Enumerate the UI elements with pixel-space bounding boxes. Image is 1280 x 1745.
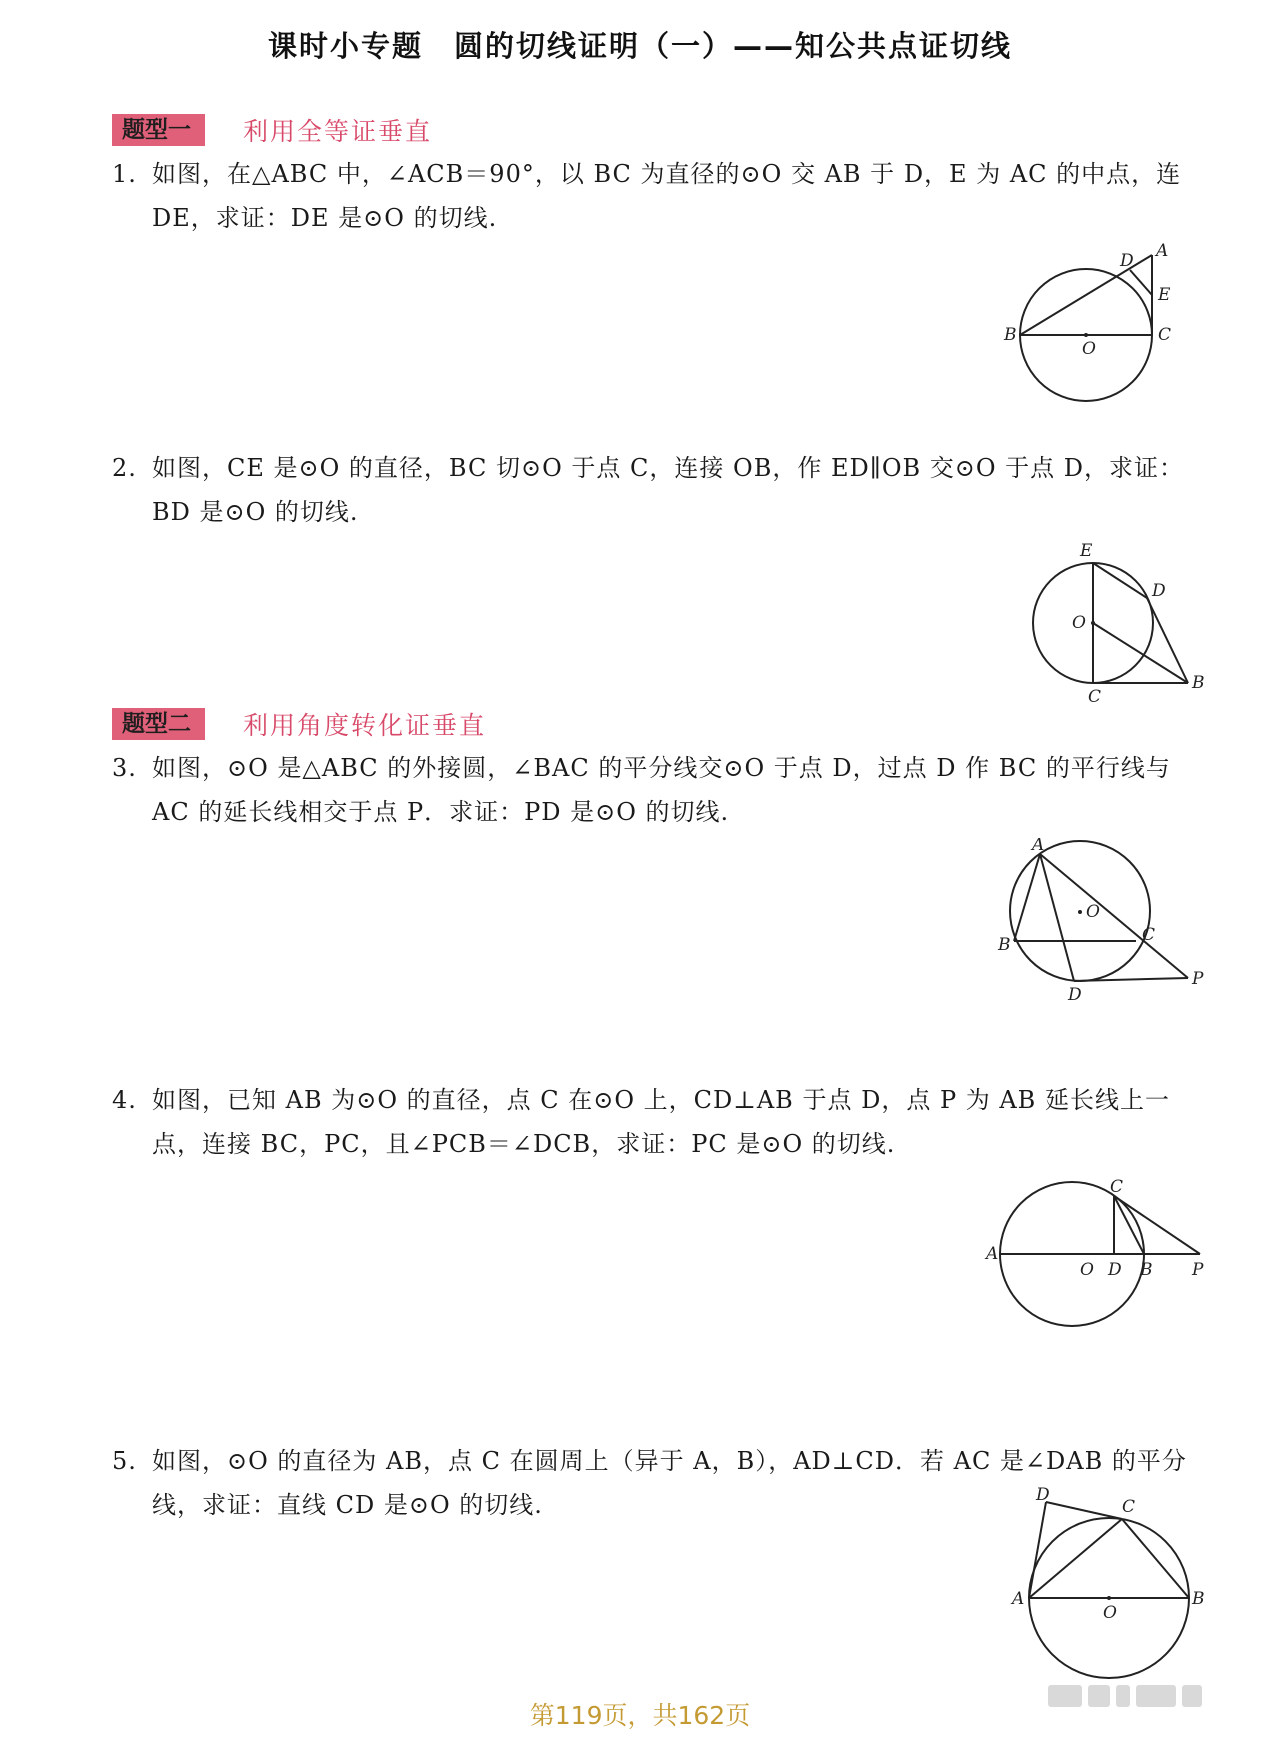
problem-3 [112,746,1208,834]
page-title: 课时小专题 圆的切线证明（一）——知公共点证切线 [267,29,1012,63]
problem-text: 如图，已知 AB 为⊙O 的直径，点 C 在⊙O 上，CD⊥AB 于点 D，点 P 为 AB 延长线上一点，连接 BC，PC，且∠PCB＝∠DCB，求证：PC 是⊙O 的切线. [152,1086,1170,1158]
label-d: D [1152,581,1166,601]
segment-cb [1114,1196,1144,1254]
problem-number: 1. [112,160,137,188]
label-b: B [1192,1589,1205,1609]
figure-3 [990,838,1210,1008]
point-o [1107,1596,1111,1600]
label-o: O [1086,902,1100,922]
segment-de [1130,270,1152,295]
label-b: B [1004,325,1017,345]
label-c: C [1110,1177,1124,1197]
figure-4-diagram [980,1172,1210,1332]
segment-cp [1114,1196,1200,1254]
segment-ad [1040,854,1074,981]
label-a: A [1156,242,1169,261]
figure-4 [980,1172,1210,1332]
label-a: A [986,1244,999,1264]
label-d: D [1108,1260,1122,1280]
segment-ad [1029,1502,1046,1598]
label-b: B [1140,1260,1153,1280]
label-e: E [1080,541,1093,561]
segment-ac [1029,1519,1122,1598]
section-header-1 [112,113,432,147]
label-b: B [998,935,1011,955]
label-a: A [1012,1589,1025,1609]
label-a: A [1032,838,1045,855]
label-b: B [1192,673,1205,693]
figure-2 [1020,540,1210,710]
label-p: P [1192,969,1204,989]
label-c: C [1088,687,1102,707]
page-footer: 第119页，共162页 [529,1701,751,1730]
segment-ap [1040,854,1188,978]
figure-2-diagram [1020,540,1210,710]
problem-number: 4. [112,1086,137,1114]
section-title: 利用全等证垂直 [243,117,433,146]
point-o [1091,621,1095,625]
point-o [1078,910,1082,914]
problem-text: 如图，在△ABC 中，∠ACB＝90°，以 BC 为直径的⊙O 交 AB 于 D，E 为 AC 的中点，连 DE，求证：DE 是⊙O 的切线. [152,160,1182,232]
figure-1-diagram [990,242,1190,412]
label-d: D [1120,251,1134,271]
problem-number: 5. [112,1447,137,1475]
segment-dc [1046,1502,1122,1519]
problem-text: 如图，CE 是⊙O 的直径，BC 切⊙O 于点 C，连接 OB，作 ED∥OB 交⊙O 于点 D，求证：BD 是⊙O 的切线. [152,454,1185,526]
segment-ab [1014,854,1040,941]
problem-number: 2. [112,454,137,482]
label-o: O [1072,613,1086,633]
section-header-2 [112,707,486,741]
problem-2 [112,446,1208,534]
section-tag: 题型二 [112,708,205,740]
label-c: C [1122,1497,1136,1517]
segment-ed [1093,563,1147,598]
label-o: O [1082,339,1096,359]
label-c: C [1142,925,1156,945]
problem-text: 如图，⊙O 是△ABC 的外接圆，∠BAC 的平分线交⊙O 于点 D，过点 D 作 BC 的平行线与 AC 的延长线相交于点 P．求证：PD 是⊙O 的切线. [152,754,1171,826]
figure-1 [990,242,1190,412]
label-o: O [1080,1260,1094,1280]
label-p: P [1192,1260,1204,1280]
figure-5 [998,1480,1208,1680]
figure-3-diagram [990,838,1210,1008]
label-d: D [1036,1485,1050,1505]
figure-5-diagram [998,1480,1208,1680]
label-d: D [1068,985,1082,1005]
section-title: 利用角度转化证垂直 [243,711,487,740]
section-tag: 题型一 [112,114,205,146]
label-e: E [1158,285,1171,305]
label-c: C [1158,325,1172,345]
problem-1 [112,152,1208,240]
point-o [1084,333,1088,337]
problem-text: 如图，⊙O 的直径为 AB，点 C 在圆周上（异于 A，B），AD⊥CD．若 AC 是∠DAB 的平分线，求证：直线 CD 是⊙O 的切线. [152,1447,1187,1519]
problem-number: 3. [112,754,137,782]
label-o: O [1103,1603,1117,1623]
problem-4 [112,1078,1208,1166]
